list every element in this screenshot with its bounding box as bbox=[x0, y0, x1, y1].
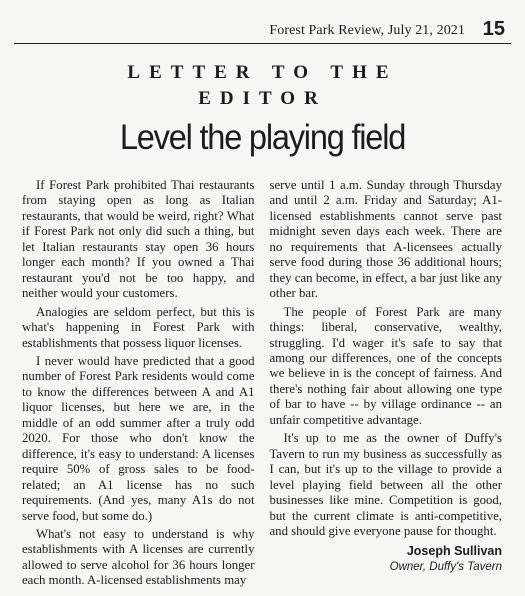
section-kicker bbox=[60, 60, 465, 112]
paragraph-continued: serve until 1 a.m. Sunday through Thursday and until 2 a.m. Friday and Saturday; A1-licensed establishments cannot serve past midnight seven days each week. There are no requirements that A-licensees actually serve food during those 36 additional hours; they can become, in effect, a bar just like any other bar. bbox=[269, 178, 502, 301]
paragraph: The people of Forest Park are many things: liberal, conservative, wealthy, struggling. I'd wager it's safe to say that among our differences, one of the concepts we believe in is the concept of fairness. And there's nothing fair about allowing one type of bar to have -- by village ordinance -- an unfair competitive advantage. bbox=[269, 304, 502, 427]
article-body bbox=[22, 178, 502, 592]
page-number: 15 bbox=[482, 18, 505, 40]
paragraph: Analogies are seldom perfect, but this is what's happening in Forest Park with establishments that possess liquor licenses. bbox=[22, 304, 255, 350]
paragraph: What's not easy to understand is why establishments with A licenses are currently allowed to serve alcohol for 36 hours longer each month. A-licensed establishments may bbox=[22, 526, 255, 588]
paragraph: If Forest Park prohibited Thai restaurants from staying open as long as Italian restaurants, that would be weird, right? What if Forest Park not only did such a thing, but let Italian restaurants stay open 36 hours longer each month? If you owned a Thai restaurant you'd not be too happy, and neither would your customers. bbox=[22, 178, 255, 301]
kicker-line-2: EDITOR bbox=[198, 88, 327, 109]
paragraph: I never would have predicted that a good number of Forest Park residents would come to know the differences between A and A1 liquor licenses, but here we are, in the middle of an odd summer after a truly odd 2020. For those who don't know the difference, it's easy to understand: A licenses require 50% of gross sales to be food-related; an A1 license has no such requirements. (And yes, many A1s do not serve food, but some do.) bbox=[22, 353, 255, 523]
paragraph: It's up to me as the owner of Duffy's Tavern to run my business as successfully as I can, but it's up to the village to provide a level playing field between all the other businesses like mine. Competition is good, but the current climate is anti-competitive, and should give everyone pause for thought. bbox=[269, 431, 502, 538]
publication-dateline: Forest Park Review, July 21, 2021 bbox=[269, 23, 465, 38]
page-header bbox=[14, 20, 511, 42]
article-column-right bbox=[270, 178, 503, 592]
author-title: Owner, Duffy's Tavern bbox=[389, 561, 502, 574]
signature-block bbox=[270, 543, 503, 575]
headline: Level the playing field bbox=[119, 118, 406, 157]
article-column-left bbox=[22, 178, 255, 592]
author-name: Joseph Sullivan bbox=[406, 544, 502, 559]
kicker-line-1: LETTER TO THE bbox=[127, 62, 398, 83]
header-rule bbox=[14, 43, 511, 44]
